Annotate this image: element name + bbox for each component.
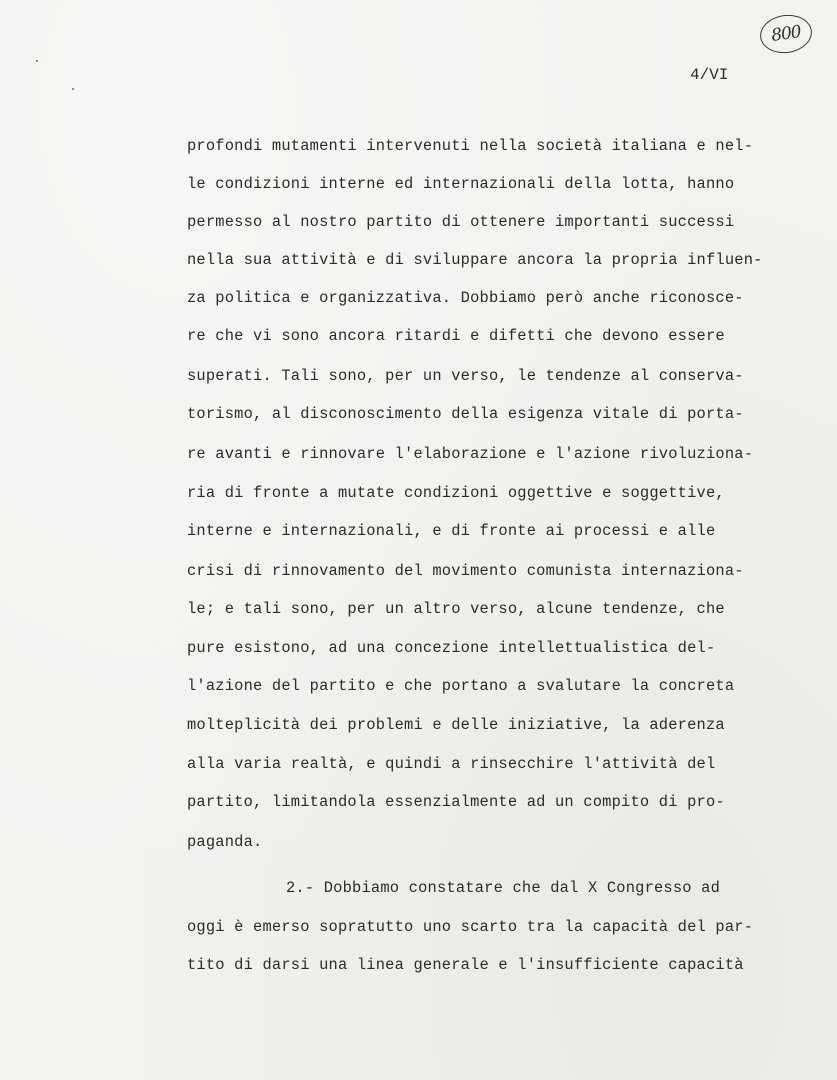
- text-line: alla varia realtà, e quindi a rinsecchire l'attività del: [187, 755, 716, 773]
- text-line: permesso al nostro partito di ottenere importanti successi: [187, 213, 735, 231]
- archive-stamp: [758, 12, 815, 57]
- text-line: le condizioni interne ed internazionali della lotta, hanno: [187, 175, 735, 193]
- text-line: ria di fronte a mutate condizioni oggettive e soggettive,: [187, 484, 725, 502]
- text-line: za politica e organizzativa. Dobbiamo però anche riconosce-: [187, 289, 744, 307]
- text-line: nella sua attività e di sviluppare ancora la propria influen-: [187, 251, 763, 269]
- paper-speck: [36, 60, 38, 62]
- text-line: tito di darsi una linea generale e l'insufficiente capacità: [187, 956, 744, 974]
- text-line: paganda.: [187, 833, 263, 851]
- text-line: crisi di rinnovamento del movimento comunista internaziona-: [187, 562, 744, 580]
- text-line: profondi mutamenti intervenuti nella società italiana e nel-: [187, 137, 754, 155]
- paper-speck: [72, 88, 74, 90]
- text-line: re che vi sono ancora ritardi e difetti che devono essere: [187, 327, 725, 345]
- text-line: pure esistono, ad una concezione intellettualistica del-: [187, 639, 716, 657]
- text-line: interne e internazionali, e di fronte ai processi e alle: [187, 522, 716, 540]
- text-line: partito, limitandola essenzialmente ad un compito di pro-: [187, 793, 725, 811]
- text-line: torismo, al disconoscimento della esigenza vitale di porta-: [187, 405, 744, 423]
- text-line: le; e tali sono, per un altro verso, alcune tendenze, che: [187, 600, 725, 618]
- text-line: l'azione del partito e che portano a svalutare la concreta: [187, 677, 735, 695]
- page-number: 4/VI: [690, 66, 729, 84]
- archive-stamp-number: 800: [770, 22, 802, 46]
- text-line: 2.- Dobbiamo constatare che dal X Congresso ad: [286, 879, 721, 897]
- text-line: re avanti e rinnovare l'elaborazione e l'azione rivoluziona-: [187, 445, 754, 463]
- text-line: superati. Tali sono, per un verso, le tendenze al conserva-: [187, 367, 744, 385]
- text-line: oggi è emerso sopratutto uno scarto tra la capacità del par-: [187, 918, 754, 936]
- text-line: molteplicità dei problemi e delle iniziative, la aderenza: [187, 716, 725, 734]
